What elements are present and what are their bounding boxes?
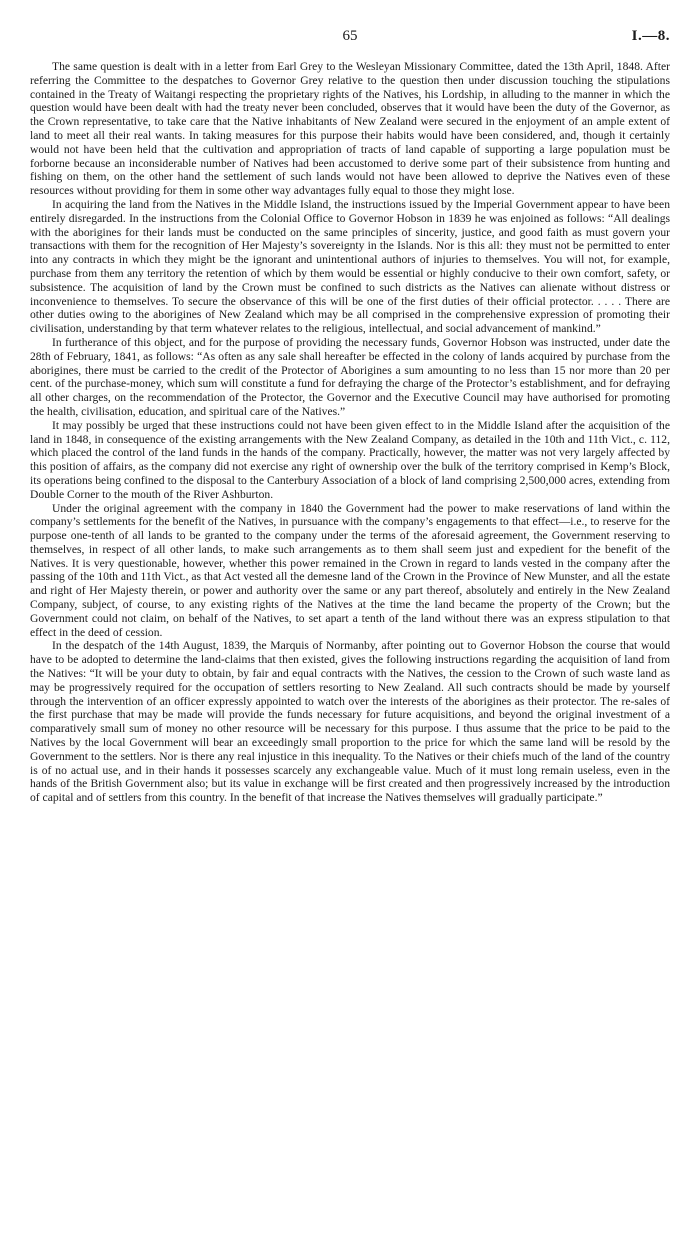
paragraph-earl-grey-letter: The same question is dealt with in a letter from Earl Grey to the Wesleyan Missionary Committee, dated the 13th April, 1848. After referring the Committee to the despatches to Governor Grey relative to the question then under discussion touching the stipulations contained in the Treaty of Waitangi respecting the proprietary rights of the Natives, his Lordship, in alluding to the manner in which the question would have been dealt with had the treaty never been concluded, observes that it would have been the duty of the Governor, as the Crown representative, to take care that the Native inhabitants of New Zealand were secured in the enjoyment of an ample extent of land to meet all their real wants. In taking measures for this purpose their habits would have been considered, and, though it certainly would not have been held that the cultivation and appropriation of tracts of land capable of supporting a large population must be forborne because an inconsiderable number of Natives had been accustomed to derive some part of their subsistence from hunting and fishing on them, on the other hand the settlement of such lands would not have been allowed to deprive the Natives even of these resources without providing for them in some other way advantages fully equal to those they might lose. [30,60,670,198]
page-header [30,28,670,50]
page-number: 65 [342,28,358,44]
paragraph-normanby-despatch: In the despatch of the 14th August, 1839, the Marquis of Normanby, after pointing out to Governor Hobson the course that would have to be adopted to determine the land-claims that then existed, gives the following instructions regarding the acquisition of land from the Natives: “It will be your duty to obtain, by fair and equal contracts with the Natives, the cession to the Crown of such waste land as may be progressively required for the occupation of settlers resorting to New Zealand. All such contracts should be made by yourself through the intervention of an officer expressly appointed to watch over the interests of the aborigines as their protector. The re-sales of the first purchase that may be made will provide the funds necessary for future acquisitions, and beyond the original investment of a comparatively small sum of money no other resource will be necessary for this purpose. I thus assume that the price to be paid to the Natives by the local Government will bear an exceedingly small proportion to the price for which the same land will be resold by the Government to the settlers. Nor is there any real injustice in this inequality. To the Natives or their chiefs much of the land of the country is of no actual use, and in their hands it possesses scarcely any exchangeable value. Much of it must long remain useless, even in the hands of the British Government also; but its value in exchange will be first created and then progressively increased by the introduction of capital and of settlers from this country. In the benefit of that increase the Natives themselves will gradually participate.” [30,639,670,805]
paragraph-hobson-funds: In furtherance of this object, and for the purpose of providing the necessary funds, Governor Hobson was instructed, under date the 28th of February, 1841, as follows: “As often as any sale shall hereafter be effected in the colony of lands acquired by purchase from the aborigines, there must be carried to the credit of the Protector of Aborigines a sum amounting to no less than 15 nor more than 20 per cent. of the purchase-money, which sum will constitute a fund for defraying the charge of the Protector’s establishment, and for defraying all other charges, on the recommendation of the Protector, the Governor and the Executive Council may have authorised for promoting the health, civilisation, education, and spiritual care of the Natives.” [30,335,670,418]
paper-reference: I.—8. [631,28,670,44]
paragraph-original-agreement: Under the original agreement with the company in 1840 the Government had the power to make reservations of land within the company’s settlements for the benefit of the Natives, in pursuance with the company’s engagements to that effect—i.e., to reserve for the purpose one-tenth of all lands to be granted to the company under the terms of the aforesaid agreement, the Government reserving to themselves, in respect of all other lands, to make such arrangements as to them shall seem just and expedient for the benefit of the Natives. It is very questionable, however, whether this power remained in the Crown in regard to lands vested in the company after the passing of the 10th and 11th Vict., as that Act vested all the demesne land of the Crown in the Province of New Munster, and all the estate and right of Her Majesty therein, or power and authority over the same or any part thereof, absolutely and entirely in the New Zealand Company, subject, of course, to any existing rights of the Natives at the time the land became the property of the Crown; but the Government could not claim, on behalf of the Natives, to set apart a tenth of the land without there was an express stipulation to that effect in the deed of cession. [30,501,670,639]
body-text [30,60,670,805]
paragraph-middle-island-instructions: In acquiring the land from the Natives in the Middle Island, the instructions issued by the Imperial Government appear to have been entirely disregarded. In the instructions from the Colonial Office to Governor Hobson in 1839 he was enjoined as follows: “All dealings with the aborigines for their lands must be conducted on the same principles of sincerity, justice, and good faith as must govern your transactions with them for the recognition of Her Majesty’s sovereignty in the Islands. Nor is this all: they must not be permitted to enter into any contracts in which they might be the ignorant and unintentional authors of injuries to themselves. You will not, for example, purchase from them any territory the retention of which by them would be essential or highly conducive to their own comfort, safety, or subsistence. The acquisition of land by the Crown must be confined to such districts as the Natives can alienate without distress or inconvenience to themselves. To secure the observance of this will be one of the first duties of their official protector. . . . . There are other duties owing to the aborigines of New Zealand which may be all comprised in the comprehensive expression of promoting their civilisation, understanding by that term whatever relates to the religious, intellectual, and social advancement of mankind.” [30,197,670,336]
paragraph-new-zealand-company: It may possibly be urged that these instructions could not have been given effect to in the Middle Island after the acquisition of the land in 1848, in consequence of the existing arrangements with the New Zealand Company, as detailed in the 10th and 11th Vict., c. 112, which placed the control of the land funds in the hands of the company. Practically, however, the matter was not very largely affected by this position of affairs, as the company did not exercise any right of ownership over the bulk of the territory comprised in Kemp’s Block, its operations being confined to the disposal to the Canterbury Association of a block of land comprising 2,500,000 acres, extending from Double Corner to the mouth of the River Ashburton. [30,418,670,501]
